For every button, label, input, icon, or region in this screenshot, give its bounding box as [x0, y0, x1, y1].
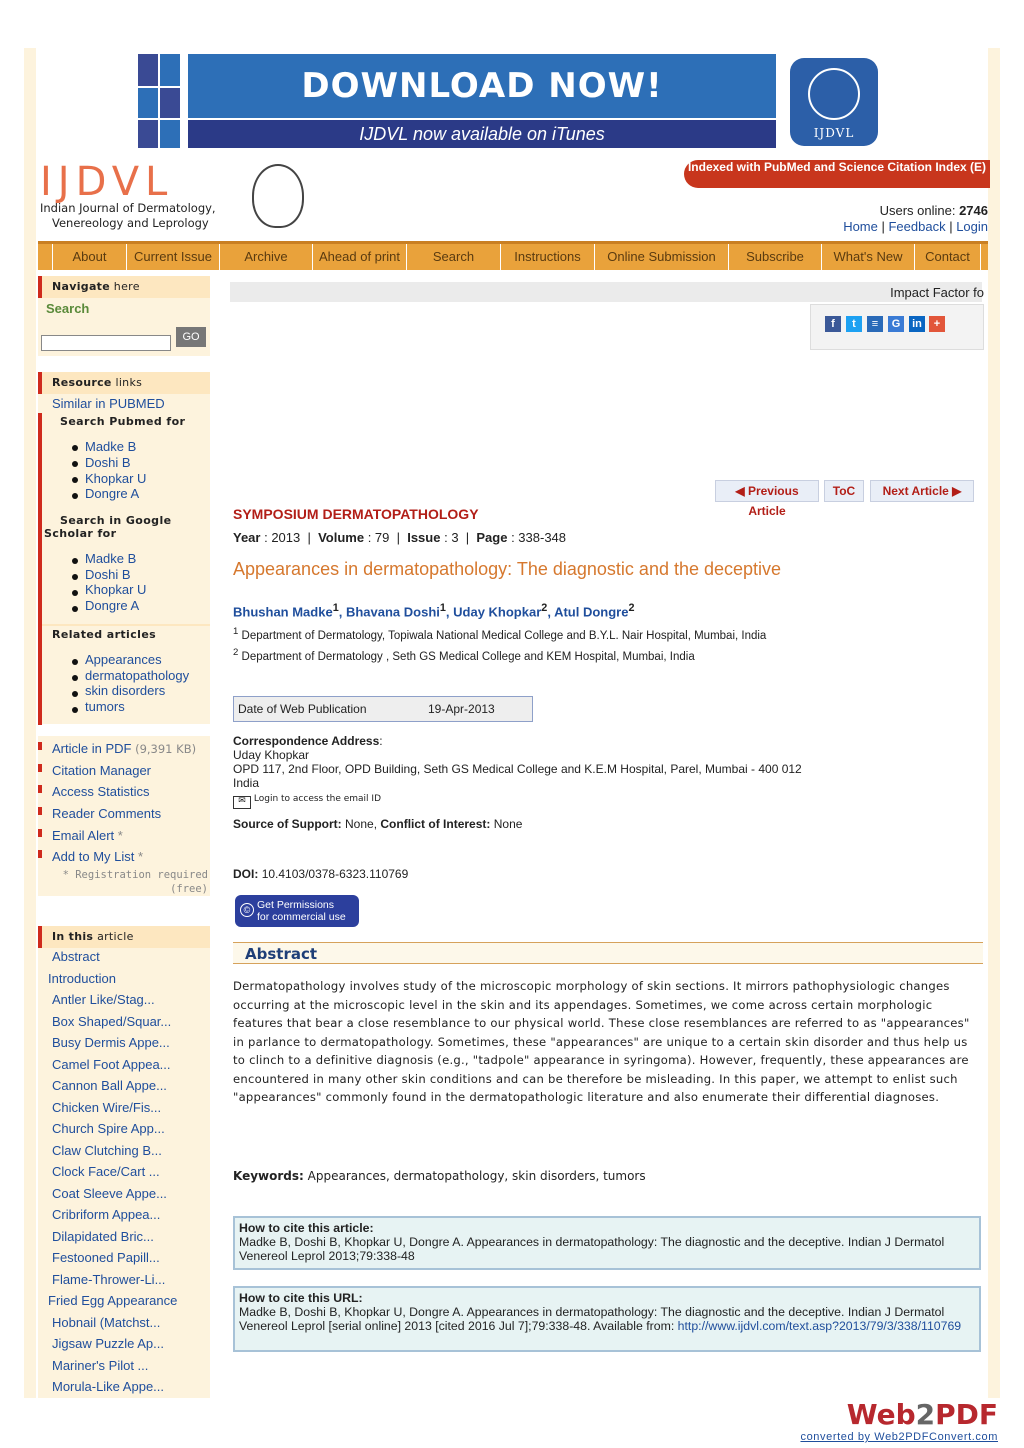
section-link[interactable]: Antler Like/Stag...	[52, 992, 155, 1007]
section-link[interactable]: Camel Foot Appea...	[52, 1056, 171, 1072]
nav-online-submission[interactable]: Online Submission	[595, 244, 729, 270]
date-value: 19-Apr-2013	[428, 702, 495, 716]
bullet-icon	[72, 606, 78, 612]
access-statistics-link[interactable]: Access Statistics	[52, 784, 150, 799]
in-article-header: In this article	[38, 926, 210, 948]
next-arrow-icon: ▶	[952, 484, 962, 498]
society-emblem-icon	[252, 164, 304, 228]
pubmed-heading: Search Pubmed for	[60, 415, 186, 428]
seal-icon	[808, 68, 860, 120]
section-link[interactable]: Flame-Thrower-Li...	[52, 1271, 166, 1287]
section-link[interactable]: Introduction	[48, 970, 116, 986]
pubmed-author[interactable]: Khopkar U	[85, 471, 147, 486]
web2pdf-footer	[800, 1398, 998, 1443]
bullet-icon	[72, 590, 78, 596]
navigate-header: Navigate here	[38, 276, 210, 298]
author-link[interactable]: Uday Khopkar	[453, 604, 542, 620]
nav-contact[interactable]: Contact	[915, 244, 981, 270]
previous-article-button[interactable]: ◀ Previous Article	[715, 480, 819, 502]
support-conflict: Source of Support: None, Conflict of Interest: None	[233, 817, 523, 831]
section-link[interactable]: Cribriform Appea...	[52, 1207, 161, 1222]
section-link[interactable]: Jigsaw Puzzle Ap...	[52, 1336, 164, 1351]
resource-accent	[38, 413, 42, 725]
cite-url-box: How to cite this URL: Madke B, Doshi B, Khopkar U, Dongre A. Appearances in dermatopathology: The diagnostic and the deceptive. Indian J Dermatol Venereol Leprol [serial online] 2013 [cited 2016 Jul 7];79:338-48. Available from: http://www.ijdvl.com/text.asp?2013/79/3/338/110769	[233, 1286, 981, 1352]
scholar-heading-1: Search in Google	[60, 514, 172, 527]
scholar-author[interactable]: Khopkar U	[85, 582, 147, 597]
journal-logo[interactable]	[40, 159, 216, 230]
section-link[interactable]: Cannon Ball Appe...	[52, 1078, 167, 1093]
facebook-icon[interactable]: f	[825, 316, 841, 332]
resource-header: Resource links	[38, 372, 210, 394]
bullet-icon	[72, 691, 78, 697]
section-link[interactable]: Clock Face/Cart ...	[52, 1164, 160, 1179]
users-box: Users online: 2746 Home | Feedback | Login	[843, 203, 988, 234]
article-meta: Year : 2013 | Volume : 79 | Issue : 3 | Page : 338-348	[233, 530, 567, 545]
feedback-link[interactable]: Feedback	[888, 219, 946, 234]
author-link[interactable]: Atul Dongre	[554, 604, 629, 620]
copyright-icon: ©	[240, 903, 254, 917]
nav-whats-new[interactable]: What's New	[822, 244, 915, 270]
list-icon[interactable]: ≡	[867, 316, 883, 332]
logo-text: IJDVL	[40, 159, 174, 205]
registration-note: * Registration required (free)	[62, 869, 208, 895]
bullet-icon	[72, 707, 78, 713]
section-link[interactable]: Festooned Papill...	[52, 1250, 160, 1265]
login-email-link[interactable]: Login to access the email ID	[253, 794, 381, 804]
bullet-icon	[72, 574, 78, 580]
bullet-icon	[72, 445, 78, 451]
email-alert-link[interactable]: Email Alert *	[52, 828, 123, 843]
scholar-author[interactable]: Doshi B	[85, 567, 131, 582]
divider	[42, 624, 210, 626]
app-label: IJDVL	[813, 126, 855, 140]
abstract-heading: Abstract	[233, 942, 983, 964]
related-link[interactable]: dermatopathology	[85, 668, 190, 683]
twitter-icon[interactable]: t	[846, 316, 862, 332]
affiliation-1: $^1$ Department of Dermatology, Topiwala National Medical College and B.Y.L. Nair Hospital, Mumbai, India	[233, 626, 767, 642]
abstract-text: Dermatopathology involves study of the microscopic morphology of skin sections. It mirrors pathophysiologic changes occurring at the microscopic level in the skin and its appendages. Sometimes, we come across certain morphologic features that bear a close resemblance to our physical world. These close resemblances are referred to as "appearances" in parlance to dermatopathology. Sometimes, these "appearances" are unique to a certain skin disorder and thus help us to clinch to a definitive diagnosis (e.g., "tadpole" appearance in syringoma). However, frequently, these appearances are encountered in many other skin conditions and can be therefore be misleading. In this paper, we attempt to enlist such "appearances" commonly found in the dermatopathologic literature and also enumerate their differential diagnoses.	[233, 979, 970, 1104]
login-link[interactable]: Login	[956, 219, 988, 234]
nav-search[interactable]: Search	[407, 244, 501, 270]
section-link[interactable]: Busy Dermis Appe...	[52, 1035, 170, 1050]
pubmed-author[interactable]: Doshi B	[85, 455, 131, 470]
bullet-icon	[72, 675, 78, 681]
banner-headline: DOWNLOAD NOW!	[188, 54, 776, 118]
scholar-author[interactable]: Madke B	[85, 551, 137, 566]
converted-by-link[interactable]: converted by Web2PDFConvert.com	[800, 1431, 998, 1443]
search-label: Search	[46, 301, 90, 316]
similar-pubmed-link[interactable]: Similar in PUBMED	[52, 396, 165, 411]
bullet-icon	[72, 659, 78, 665]
home-link[interactable]: Home	[843, 219, 878, 234]
nav-subscribe[interactable]: Subscribe	[729, 244, 822, 270]
get-permissions-button[interactable]: © Get Permissions for commercial use	[235, 895, 359, 927]
next-article-button[interactable]: Next Article ▶	[870, 480, 974, 502]
linkedin-icon[interactable]: in	[909, 316, 925, 332]
bullet-icon	[72, 477, 78, 483]
section-link[interactable]: Mariner's Pilot ...	[52, 1357, 149, 1373]
prev-arrow-icon: ◀	[735, 484, 745, 498]
google-icon[interactable]: G	[888, 316, 904, 332]
section-label: SYMPOSIUM DERMATOPATHOLOGY	[233, 506, 479, 522]
web2pdf-logo: Web2PDF	[846, 1398, 998, 1431]
scholar-author[interactable]: Dongre A	[85, 598, 140, 613]
related-link[interactable]: Appearances	[85, 652, 162, 667]
pubmed-author[interactable]: Dongre A	[85, 486, 140, 501]
nav-current-issue[interactable]: Current Issue	[127, 244, 220, 270]
logo-line1: Indian Journal of Dermatology,	[40, 201, 216, 215]
affiliation-2: $^2$ Department of Dermatology , Seth GS Medical College and KEM Hospital, Mumbai, India	[233, 647, 695, 663]
nav-about[interactable]: About	[53, 244, 127, 270]
pubmed-author[interactable]: Madke B	[85, 439, 137, 454]
section-link[interactable]: Claw Clutching B...	[52, 1142, 162, 1158]
indexed-badge: Indexed with PubMed and Science Citation Index (E)	[684, 160, 990, 188]
section-link[interactable]: Dilapidated Bric...	[52, 1228, 154, 1244]
keywords: Keywords: Appearances, dermatopathology, skin disorders, tumors	[233, 1169, 646, 1183]
toc-button[interactable]: ToC	[824, 480, 864, 502]
bullet-icon	[72, 461, 78, 467]
logo-line2: Venereology and Leprology	[52, 216, 209, 230]
author-link[interactable]: Bhushan Madke	[233, 604, 333, 620]
publication-date-box	[233, 696, 533, 722]
article-title: Appearances in dermatopathology: The diagnostic and the deceptive	[233, 559, 782, 579]
sidebar-search-input[interactable]	[41, 335, 171, 351]
article-url-link[interactable]: http://www.ijdvl.com/text.asp?2013/79/3/338/110769	[677, 1319, 962, 1333]
banner-subline: IJDVL now available on iTunes	[188, 120, 776, 148]
section-link[interactable]: Morula-Like Appe...	[52, 1379, 165, 1394]
date-label: Date of Web Publication	[238, 702, 367, 716]
related-heading: Related articles	[52, 628, 157, 641]
cite-article-box: How to cite this article: Madke B, Doshi B, Khopkar U, Dongre A. Appearances in dermatopathology: The diagnostic and the deceptive. Indian J Dermatol Venereol Leprol 2013;79:338-48	[233, 1216, 981, 1270]
author-link[interactable]: Bhavana Doshi	[345, 604, 440, 620]
bullet-icon	[72, 558, 78, 564]
nav-ahead-of-print[interactable]: Ahead of print	[313, 244, 407, 270]
section-link[interactable]: Box Shaped/Squar...	[52, 1013, 172, 1029]
related-link[interactable]: skin disorders	[85, 683, 166, 698]
more-share-icon[interactable]: +	[929, 316, 945, 332]
section-link[interactable]: Church Spire App...	[52, 1121, 165, 1136]
section-link[interactable]: Fried Egg Appearance	[48, 1293, 178, 1308]
nav-archive[interactable]: Archive	[220, 244, 313, 270]
section-link[interactable]: Chicken Wire/Fis...	[52, 1099, 162, 1115]
impact-factor-text: Impact Factor fo	[890, 285, 984, 300]
nav-instructions[interactable]: Instructions	[501, 244, 595, 270]
impact-bar	[230, 282, 982, 302]
share-bar	[810, 304, 984, 350]
author-list: Bhushan Madke$^1$, Bhavana Doshi$^1$, Uday Khopkar$^2$, Atul Dongre$^2$	[233, 602, 635, 620]
section-link[interactable]: Coat Sleeve Appe...	[52, 1185, 167, 1201]
users-count: 2746	[959, 203, 988, 218]
users-label: Users online:	[879, 203, 956, 218]
citation-manager-link[interactable]: Citation Manager	[52, 763, 151, 778]
download-banner[interactable]	[138, 54, 880, 150]
section-link[interactable]: Hobnail (Matchst...	[52, 1314, 161, 1330]
add-to-list-link[interactable]: Add to My List *	[52, 849, 144, 864]
app-icon	[790, 58, 878, 146]
scholar-heading-2: Scholar for	[44, 527, 117, 540]
section-link[interactable]: Abstract	[52, 949, 100, 964]
go-button[interactable]: GO	[176, 327, 206, 347]
related-link[interactable]: tumors	[85, 699, 125, 714]
email-icon: ✉	[233, 796, 251, 809]
bullet-icon	[72, 493, 78, 499]
main-nav	[38, 241, 988, 270]
correspondence: Correspondence Address: Uday Khopkar OPD 117, 2nd Floor, OPD Building, Seth GS Medical College and K.E.M Hospital, Parel, Mumbai - 400 012 India ✉ Login to access the email ID	[233, 734, 802, 809]
doi: DOI: 10.4103/0378-6323.110769	[233, 867, 409, 881]
reader-comments-link[interactable]: Reader Comments	[52, 806, 162, 821]
pdf-link[interactable]: Article in PDF (9,391 KB)	[52, 741, 197, 756]
